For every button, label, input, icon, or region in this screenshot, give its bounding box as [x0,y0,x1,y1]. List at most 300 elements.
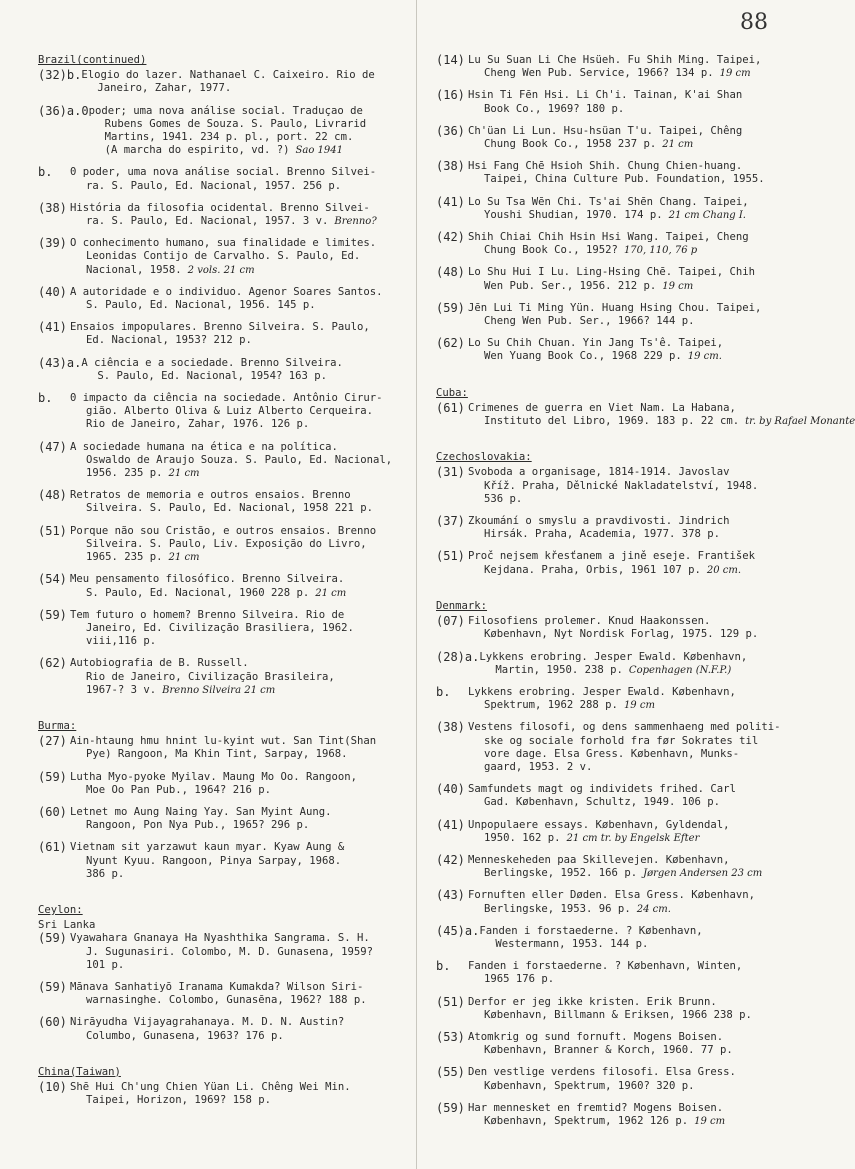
bibliography-entry [436,160,786,186]
entry-line: Lykkens erobring. Jesper Ewald. København, [479,650,748,663]
entry-body [468,515,786,541]
entry-line: Ed. Nacional, 1953? 212 p. [86,334,252,347]
entry-body [468,160,786,186]
entry-number: (59) [38,979,67,994]
entry-line: Spektrum, 1962 288 p. 19 cm [484,699,655,712]
entry-number: (41) [436,817,465,832]
bibliography-entry [38,771,406,797]
entry-line: Lutha Myo-pyoke Myilav. Maung Mo Oo. Rangoon, [70,770,358,783]
entry-body [468,615,786,641]
entry-line: Moe Oo Pan Pub., 1964? 216 p. [86,783,271,796]
entry-number: (62) [436,336,465,351]
section-heading: Brazil(continued) [38,54,147,66]
section-gap [436,373,786,387]
entry-line: Silveira. S. Paulo, Ed. Nacional, 1958 221 p. [86,502,374,515]
entry-line: Fornuften eller Døden. Elsa Gress. København, [468,889,756,902]
entry-body [468,302,786,328]
entry-body [70,525,406,565]
handwritten-annotation: 21 cm [315,587,347,599]
bibliography-entry [436,400,855,428]
column-divider [416,0,417,1169]
entry-line: Oswaldo de Araujo Souza. S. Paulo, Ed. Nacional, [86,453,393,466]
entry-line: Shih Chiai Chih Hsin Hsi Wang. Taipei, Cheng [468,231,749,244]
entry-body [70,573,406,599]
entry-line: Har mennesket en fremtid? Mogens Boisen. [468,1101,724,1114]
entry-line: Lo Su Tsa Wēn Chi. Ts'ai Shēn Chang. Taipei, [468,195,749,208]
entry-body [70,1081,406,1107]
section-gap [38,1052,406,1066]
entry-number: (10) [38,1079,67,1094]
entry-line: Berlingske, 1953. 96 p. 24 cm. [484,902,671,915]
entry-line: gaard, 1953. 2 v. [484,760,593,773]
entry-line: 1967-? 3 v. Brenno Silveira 21 cm [86,683,276,696]
bibliography-entry [436,721,786,774]
entry-line: Columbo, Gunasena, 1963? 176 p. [86,1029,284,1042]
bibliography-entry [38,657,406,697]
entry-body [468,996,786,1022]
entry-line: 1965 176 p. [484,973,555,986]
entry-body [70,735,406,761]
entry-line: A ciência e a sociedade. Brenno Silveira. [81,356,343,369]
entry-line: Rangoon, Pon Nya Pub., 1965? 296 p. [86,819,310,832]
entry-line: Martin, 1950. 238 p. Copenhagen (N.F.P.) [495,663,732,676]
handwritten-annotation: Brenno? [334,216,377,228]
handwritten-note: Sri Lanka [38,919,96,932]
section-gap [38,1116,406,1130]
entry-line: A autoridade e o individuo. Agenor Soares Santos. [70,285,383,298]
bibliography-entry [38,735,406,761]
section-heading: Denmark: [436,599,488,612]
entry-line: Janeiro, Ed. Civilização Brasiliera, 1962. [86,621,354,634]
bibliography-entry [38,981,406,1007]
bibliography-entry [38,1016,406,1042]
entry-body [479,925,786,951]
bibliography-entry [436,550,786,576]
entry-number: b. [38,391,53,406]
entry-line: Filosofiens prolemer. Knud Haakonssen. [468,615,711,628]
entry-line: Atomkrig og sund fornuft. Mogens Boisen. [468,1030,724,1043]
entry-number: (60) [38,804,67,819]
section-gap [38,890,406,904]
bibliography-entry [38,392,406,432]
entry-body [70,392,406,432]
entry-body [70,932,406,972]
handwritten-annotation: 24 cm. [636,903,671,915]
entry-line: 536 p. [484,492,523,505]
entry-number: (41) [436,194,465,209]
entry-line: Berlingske, 1952. 166 p. Jørgen Andersen 23 cm [484,867,763,880]
entry-body [81,357,406,383]
entry-body [468,125,786,151]
entry-line: Nyunt Kyuu. Rangoon, Pinya Sarpay, 1968. [86,854,342,867]
entry-line: Cheng Wen Pub. Ser., 1966? 144 p. [484,315,695,328]
handwritten-annotation: 20 cm. [706,564,742,576]
entry-line: Hirsák. Praha, Academia, 1977. 378 p. [484,528,720,541]
entry-body [70,841,406,881]
handwritten-annotation: 19 cm. [687,351,722,363]
entry-number: (36) [436,123,465,138]
bibliography-entry [436,783,786,809]
handwritten-annotation: 21 cm [168,552,200,564]
section-gap [436,586,786,600]
entry-line: gião. Alberto Oliva & Luiz Alberto Cerqueira. [86,405,374,418]
entry-number: (51) [436,994,465,1009]
entry-line: Rubens Gomes de Souza. S. Paulo, Livrarid [104,117,367,130]
entry-body [70,806,406,832]
entry-body [70,981,406,1007]
entry-line: Mānava Sanhatiyō Iranama Kumakda? Wilson Siri- [70,980,364,993]
handwritten-annotation: 19 cm [662,280,694,292]
entry-number: (51) [38,523,67,538]
entry-number: (59) [38,931,67,946]
entry-line: Autobiografia de B. Russell. [70,657,249,670]
bibliography-entry [38,573,406,599]
entry-number: (45)a. [436,923,480,938]
entry-line: S. Paulo, Ed. Nacional, 1956. 145 p. [86,299,316,312]
entry-body [70,166,406,192]
entry-line: Retratos de memoria e outros ensaios. Brenno [70,489,351,502]
entry-line: warnasinghe. Colombo, Gunasēna, 1962? 188 p. [86,994,367,1007]
bibliography-entry [38,321,406,347]
bibliography-entry [436,1102,786,1128]
entry-line: 0 impacto da ciência na sociedade. Antônio Cirur- [70,392,383,405]
entry-number: (43)a. [38,355,82,370]
entry-number: b. [436,959,451,974]
entry-line: Svoboda a organisage, 1814-1914. Javoslav [468,466,730,479]
entry-number: (54) [38,572,67,587]
section-gap [436,1137,786,1151]
bibliography-entry [436,925,786,951]
entry-number: (39) [38,236,67,251]
bibliography-entry [38,806,406,832]
bibliography-entry [38,69,406,95]
entry-line: Kříž. Praha, Dělnické Nakladatelství, 1948. [484,479,759,492]
entry-line: Samfundets magt og individets frihed. Carl [468,783,736,796]
entry-line: Elogio do lazer. Nathanael C. Caixeiro. Rio de [81,69,375,82]
entry-body [468,54,786,80]
entry-line: S. Paulo, Ed. Nacional, 1954? 163 p. [97,369,327,382]
bibliography-entry [38,237,406,277]
entry-line: ra. S. Paulo, Ed. Nacional, 1957. 256 p. [86,179,342,192]
bibliography-entry [38,441,406,481]
entry-line: 0 poder, uma nova análise social. Brenno Silvei- [70,166,377,179]
entry-number: (40) [38,284,67,299]
entry-line: Vestens filosofi, og dens sammenhaeng med politi- [468,721,781,734]
bibliography-entry [38,841,406,881]
entry-number: (28)a. [436,649,480,664]
entry-line: poder; uma nova análise social. Traduçao de [88,104,363,117]
entry-line: Meu pensamento filosófico. Brenno Silveira. [70,573,345,586]
entry-line: København, Branner & Korch, 1960. 77 p. [484,1044,733,1057]
entry-body [468,686,786,712]
entry-line: Proč nejsem křesťanem a jině eseje. František [468,550,756,563]
entry-line: Fanden i forstaederne. ? København, [479,924,703,937]
section-heading: Czechoslovakia: [436,451,532,464]
entry-line: Hsin Ti Fēn Hsi. Li Ch'i. Tainan, K'ai Shan [468,89,743,102]
entry-line: København, Nyt Nordisk Forlag, 1975. 129 p. [484,628,759,641]
entry-line: 386 p. [86,867,125,880]
handwritten-annotation: 19 cm [623,700,655,712]
entry-body [468,1066,786,1092]
handwritten-annotation: 2 vols. 21 cm [187,264,255,276]
bibliography-entry [436,302,786,328]
entry-line: Westermann, 1953. 144 p. [495,937,649,950]
entry-body [468,889,786,915]
entry-line: viii,116 p. [86,635,157,648]
entry-body [70,321,406,347]
bibliography-entry [436,996,786,1022]
bibliography-entry [436,651,786,677]
entry-line: ske og sociale forhold fra før Sokrates til [484,734,759,747]
entry-number: b. [38,165,53,180]
entry-line: Wen Pub. Ser., 1956. 212 p. 19 cm [484,279,694,292]
entry-number: (37) [436,514,465,529]
entry-line: 1950. 162 p. 21 cm tr. by Engelsk Efter [484,831,700,844]
entry-line: (A marcha do espirito, vd. ?) Sao 1941 [104,144,344,157]
entry-line: Kejdana. Praha, Orbis, 1961 107 p. 20 cm. [484,563,742,576]
entry-body [70,202,406,228]
section-heading: Ceylon: [38,903,83,916]
bibliography-entry [436,125,786,151]
entry-body [468,721,786,774]
bibliography-entry [38,202,406,228]
entry-number: (43) [436,888,465,903]
bibliography-entry [436,54,786,80]
entry-number: (59) [436,1100,465,1115]
bibliography-entry [436,889,786,915]
entry-line: Gad. København, Schultz, 1949. 106 p. [484,796,720,809]
entry-body [468,231,786,257]
entry-body [468,337,786,363]
entry-number: (14) [436,53,465,67]
entry-line: 1965. 235 p. 21 cm [86,551,200,564]
entry-line: vore dage. Elsa Gress. København, Munks- [484,747,740,760]
entry-number: (60) [38,1015,67,1030]
right-column [436,53,855,1151]
entry-line: Janeiro, Zahar, 1977. [97,82,232,95]
entry-body [468,1102,786,1128]
handwritten-annotation: 170, 110, 76 p [623,245,698,257]
bibliography-entry [436,337,786,363]
entry-body [89,105,406,158]
entry-body [70,286,406,312]
entry-body [468,1031,786,1057]
entry-body [468,854,786,880]
entry-line: O conhecimento humano, sua finalidade e limites. [70,237,377,250]
entry-line: København, Spektrum, 1962 126 p. 19 cm [484,1114,726,1127]
handwritten-annotation: 21 cm tr. by Engelsk Efter [566,832,700,844]
handwritten-annotation: tr. by Rafael Monante [745,416,855,428]
entry-line: Nirāyudha Vijayagrahanaya. M. D. N. Austin? [70,1016,345,1029]
handwritten-annotation: Brenno Silveira 21 cm [162,684,276,696]
entry-number: (59) [38,607,67,622]
bibliography-entry [38,932,406,972]
entry-line: Shē Hui Ch'ung Chien Yüan Li. Chêng Wei Min. [70,1080,351,1093]
section-heading: Cuba: [436,386,468,399]
entry-number: (40) [436,782,465,797]
entry-body [70,609,406,649]
entry-line: Lo Su Chih Chuan. Yin Jang Ts'ê. Taipei, [468,337,724,350]
entry-body [468,960,786,986]
entry-number: (55) [436,1065,465,1080]
bibliography-entry [38,1081,406,1107]
handwritten-annotation: 19 cm [719,68,751,80]
entry-line: Ch'üan Li Lun. Hsu-hsüan T'u. Taipei, Chêng [468,124,743,137]
entry-line: Wen Yuang Book Co., 1968 229 p. 19 cm. [484,350,722,363]
entry-line: ra. S. Paulo, Ed. Nacional, 1957. 3 v. Brenno? [86,215,377,228]
entry-body [468,89,786,115]
entry-line: Martins, 1941. 234 p. pl., port. 22 cm. [104,131,354,144]
bibliography-entry [436,615,786,641]
entry-line: Youshi Shudian, 1970. 174 p. 21 cm Chang I. [484,208,746,221]
bibliography-entry [38,489,406,515]
entry-line: Nacional, 1958. 2 vols. 21 cm [86,263,255,276]
entry-body [468,402,855,428]
entry-line: Lo Shu Hui I Lu. Ling-Hsing Chē. Taipei, Chih [468,266,756,279]
bibliography-entry [436,960,786,986]
entry-line: História da filosofia ocidental. Brenno Silvei- [70,201,370,214]
entry-number: (47) [38,439,67,454]
entry-line: Hsi Fang Chē Hsioh Shih. Chung Chien-huang. [468,160,743,173]
entry-number: (31) [436,465,465,480]
bibliography-entry [436,89,786,115]
entry-line: Jēn Lui Ti Ming Yün. Huang Hsing Chou. Taipei, [468,301,762,314]
section-heading: China(Taiwan) [38,1065,121,1078]
handwritten-annotation: Sao 1941 [295,145,344,157]
entry-number: (32)b. [38,68,82,83]
entry-number: (61) [38,840,67,855]
entry-body [468,550,786,576]
entry-line: Silveira. S. Paulo, Liv. Exposição do Livro, [86,537,367,550]
entry-number: (51) [436,549,465,564]
handwritten-annotation: Copenhagen (N.F.P.) [628,664,732,676]
entry-body [479,651,786,677]
entry-number: (38) [436,159,465,174]
bibliography-entry [436,231,786,257]
entry-number: (61) [436,400,465,415]
entry-line: Chung Book Co., 1958 237 p. 21 cm [484,138,694,151]
entry-body [70,771,406,797]
entry-line: Rio de Janeiro, Zahar, 1976. 126 p. [86,418,310,431]
entry-line: Ensaios impopulares. Brenno Silveira. S. Paulo, [70,321,370,334]
entry-body [468,819,786,845]
entry-number: (38) [38,200,67,215]
handwritten-annotation: 21 cm Chang I. [668,209,746,221]
entry-number: b. [436,684,451,699]
entry-body [70,489,406,515]
entry-number: (27) [38,734,67,749]
entry-body [468,266,786,292]
bibliography-entry [436,1066,786,1092]
bibliography-entry [38,525,406,565]
entry-number: (59) [38,769,67,784]
bibliography-entry [38,357,406,383]
entry-number: (59) [436,300,465,315]
entry-number: (38) [436,720,465,735]
handwritten-annotation: 21 cm [662,139,694,151]
entry-number: (42) [436,852,465,867]
entry-line: A sociedade humana na ética e na política. [70,440,338,453]
bibliography-entry [436,266,786,292]
entry-number: (07) [436,614,465,629]
handwritten-annotation: 21 cm [168,468,200,480]
entry-number: (48) [436,265,465,280]
entry-line: Ain-htaung hmu hnint lu-kyint wut. San Tint(Shan [70,735,377,748]
section-gap [38,706,406,720]
entry-body [81,69,406,95]
section-heading: Burma: [38,719,77,732]
entry-number: (41) [38,320,67,335]
entry-body [468,783,786,809]
entry-line: København, Spektrum, 1960? 320 p. [484,1079,695,1092]
entry-number: (16) [436,88,465,103]
entry-body [70,237,406,277]
entry-body [468,196,786,222]
entry-line: Fanden i forstaederne. ? København, Winten, [468,960,743,973]
entry-line: Vyawahara Gnanaya Ha Nyashthika Sangrama. S. H. [70,932,370,945]
entry-number: (36)a.0 [38,103,89,118]
entry-line: Chung Book Co., 1952? 170, 110, 76 p [484,244,698,257]
bibliography-entry [436,686,786,712]
entry-line: Taipei, China Culture Pub. Foundation, 1955. [484,173,765,186]
entry-line: 1956. 235 p. 21 cm [86,467,200,480]
entry-number: (53) [436,1029,465,1044]
entry-line: Vietnam sit yarzawut kaun myar. Kyaw Aung & [70,841,345,854]
entry-line: Book Co., 1969? 180 p. [484,102,625,115]
entry-line: Pye) Rangoon, Ma Khin Tint, Sarpay, 1968. [86,748,348,761]
bibliography-entry [436,819,786,845]
entry-line: Crimenes de guerra en Viet Nam. La Habana, [468,401,736,414]
bibliography-entry [436,196,786,222]
handwritten-annotation: 19 cm [694,1115,726,1127]
bibliography-entry [436,1031,786,1057]
bibliography-entry [38,286,406,312]
entry-line: Letnet mo Aung Naing Yay. San Myint Aung. [70,805,332,818]
entry-line: 101 p. [86,958,125,971]
entry-line: Porque não sou Cristão, e outros ensaios. Brenno [70,524,377,537]
page-number: 88 [740,10,768,35]
entry-body [70,657,406,697]
bibliography-entry [436,854,786,880]
section-gap [436,437,786,451]
entry-line: Rio de Janeiro, Civilização Brasileira, [86,670,335,683]
bibliography-entry [38,166,406,192]
entry-line: Tem futuro o homem? Brenno Silveira. Rio de [70,608,345,621]
entry-line: Lu Su Suan Li Che Hsüeh. Fu Shih Ming. Taipei, [468,54,762,66]
bibliography-entry [436,515,786,541]
entry-line: Menneskeheden paa Skillevejen. København, [468,853,730,866]
left-column [38,54,406,1130]
entry-line: Unpopulaere essays. København, Gyldendal, [468,818,730,831]
entry-number: (42) [436,230,465,245]
entry-body [70,441,406,481]
bibliography-entry [38,105,406,158]
entry-body [468,466,786,506]
entry-line: Taipei, Horizon, 1969? 158 p. [86,1094,271,1107]
entry-number: (48) [38,488,67,503]
entry-line: S. Paulo, Ed. Nacional, 1960 228 p. 21 cm [86,586,347,599]
entry-line: J. Sugunasiri. Colombo, M. D. Gunasena, 1959? [86,945,374,958]
entry-line: Zkoumání o smyslu a pravdivosti. Jindrich [468,515,730,528]
entry-number: (62) [38,656,67,671]
entry-line: Derfor er jeg ikke kristen. Erik Brunn. [468,995,717,1008]
entry-line: København, Billmann & Eriksen, 1966 238 p. [484,1008,752,1021]
entry-line: Den vestlige verdens filosofi. Elsa Gress. [468,1066,736,1079]
entry-line: Leonidas Contijo de Carvalho. S. Paulo, Ed. [86,250,361,263]
handwritten-annotation: Jørgen Andersen 23 cm [643,868,763,880]
entry-body [70,1016,406,1042]
entry-line: Instituto del Libro, 1969. 183 p. 22 cm. tr. by Rafael Monante [484,415,855,428]
